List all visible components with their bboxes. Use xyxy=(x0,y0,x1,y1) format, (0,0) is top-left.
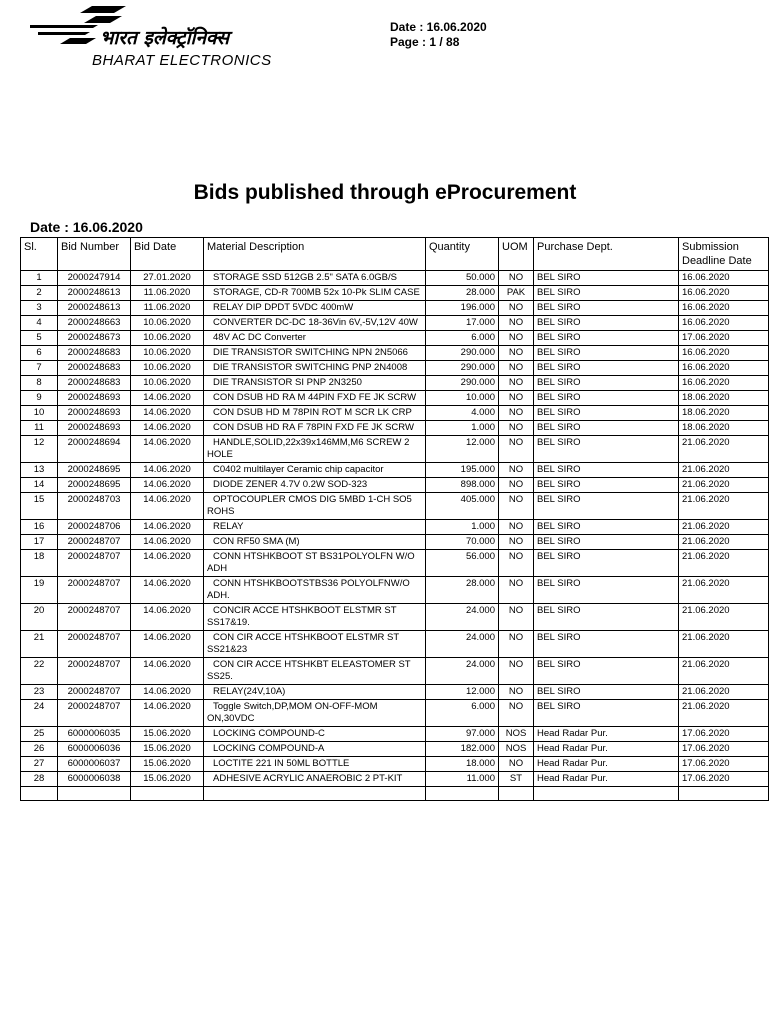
cell-description: HANDLE,SOLID,22x39x146MM,M6 SCREW 2 HOLE xyxy=(204,436,426,463)
cell-bid-date: 14.06.2020 xyxy=(131,436,204,463)
logo-hindi-text: भारत इलेक्ट्रॉनिक्स xyxy=(100,27,230,49)
cell-bid-date: 14.06.2020 xyxy=(131,550,204,577)
cell-purchase-dept: BEL SIRO xyxy=(534,685,679,700)
cell-bid-number: 2000248707 xyxy=(58,535,131,550)
empty-cell xyxy=(426,787,499,801)
cell-sl: 3 xyxy=(21,301,58,316)
cell-purchase-dept: BEL SIRO xyxy=(534,658,679,685)
cell-description: STORAGE SSD 512GB 2.5" SATA 6.0GB/S xyxy=(204,271,426,286)
cell-purchase-dept: Head Radar Pur. xyxy=(534,742,679,757)
cell-sl: 9 xyxy=(21,391,58,406)
table-row xyxy=(21,436,769,463)
cell-description: RELAY xyxy=(204,520,426,535)
cell-description: Toggle Switch,DP,MOM ON-OFF-MOM ON,30VDC xyxy=(204,700,426,727)
cell-quantity: 28.000 xyxy=(426,577,499,604)
cell-purchase-dept: BEL SIRO xyxy=(534,700,679,727)
cell-bid-date: 14.06.2020 xyxy=(131,421,204,436)
cell-bid-number: 2000248707 xyxy=(58,631,131,658)
cell-uom: NO xyxy=(499,631,534,658)
cell-bid-date: 15.06.2020 xyxy=(131,727,204,742)
cell-purchase-dept: BEL SIRO xyxy=(534,550,679,577)
cell-description: CONN HTSHKBOOTSTBS36 POLYOLFNW/O ADH. xyxy=(204,577,426,604)
col-header-material-description: Material Description xyxy=(204,238,426,271)
table-row xyxy=(21,535,769,550)
table-row xyxy=(21,742,769,757)
cell-sl: 22 xyxy=(21,658,58,685)
cell-deadline: 18.06.2020 xyxy=(679,391,769,406)
cell-deadline: 16.06.2020 xyxy=(679,301,769,316)
cell-quantity: 97.000 xyxy=(426,727,499,742)
cell-uom: NO xyxy=(499,463,534,478)
cell-purchase-dept: BEL SIRO xyxy=(534,301,679,316)
cell-uom: NO xyxy=(499,535,534,550)
cell-sl: 6 xyxy=(21,346,58,361)
cell-deadline: 21.06.2020 xyxy=(679,550,769,577)
cell-bid-number: 2000248703 xyxy=(58,493,131,520)
cell-bid-number: 2000248707 xyxy=(58,685,131,700)
cell-purchase-dept: BEL SIRO xyxy=(534,604,679,631)
cell-description: CON RF50 SMA (M) xyxy=(204,535,426,550)
cell-sl: 20 xyxy=(21,604,58,631)
cell-deadline: 21.06.2020 xyxy=(679,685,769,700)
empty-cell xyxy=(499,787,534,801)
cell-bid-date: 14.06.2020 xyxy=(131,493,204,520)
table-header-row xyxy=(21,238,769,271)
cell-description: CON DSUB HD M 78PIN ROT M SCR LK CRP xyxy=(204,406,426,421)
cell-bid-number: 2000248683 xyxy=(58,376,131,391)
cell-sl: 21 xyxy=(21,631,58,658)
cell-bid-number: 2000248695 xyxy=(58,478,131,493)
cell-purchase-dept: Head Radar Pur. xyxy=(534,772,679,787)
cell-sl: 23 xyxy=(21,685,58,700)
table-row xyxy=(21,604,769,631)
cell-quantity: 12.000 xyxy=(426,436,499,463)
cell-bid-date: 10.06.2020 xyxy=(131,361,204,376)
table-body xyxy=(21,271,769,801)
cell-bid-number: 2000248707 xyxy=(58,550,131,577)
cell-description: LOCTITE 221 IN 50ML BOTTLE xyxy=(204,757,426,772)
cell-description: CON DSUB HD RA M 44PIN FXD FE JK SCRW xyxy=(204,391,426,406)
page-title: Bids published through eProcurement xyxy=(193,181,577,204)
cell-purchase-dept: BEL SIRO xyxy=(534,535,679,550)
cell-sl: 18 xyxy=(21,550,58,577)
cell-purchase-dept: BEL SIRO xyxy=(534,271,679,286)
empty-cell xyxy=(58,787,131,801)
cell-bid-date: 15.06.2020 xyxy=(131,742,204,757)
empty-cell xyxy=(534,787,679,801)
cell-bid-number: 2000248663 xyxy=(58,316,131,331)
cell-bid-number: 2000248613 xyxy=(58,301,131,316)
cell-bid-number: 2000248613 xyxy=(58,286,131,301)
cell-bid-date: 14.06.2020 xyxy=(131,520,204,535)
cell-quantity: 1.000 xyxy=(426,520,499,535)
cell-bid-date: 10.06.2020 xyxy=(131,346,204,361)
cell-deadline: 18.06.2020 xyxy=(679,406,769,421)
cell-description: CON DSUB HD RA F 78PIN FXD FE JK SCRW xyxy=(204,421,426,436)
cell-bid-date: 14.06.2020 xyxy=(131,658,204,685)
table-row xyxy=(21,631,769,658)
cell-description: DIODE ZENER 4.7V 0.2W SOD-323 xyxy=(204,478,426,493)
table-row xyxy=(21,727,769,742)
cell-bid-number: 2000248707 xyxy=(58,700,131,727)
cell-bid-date: 10.06.2020 xyxy=(131,316,204,331)
cell-uom: NO xyxy=(499,685,534,700)
cell-sl: 16 xyxy=(21,520,58,535)
cell-sl: 7 xyxy=(21,361,58,376)
cell-deadline: 17.06.2020 xyxy=(679,742,769,757)
cell-quantity: 290.000 xyxy=(426,361,499,376)
cell-bid-number: 6000006037 xyxy=(58,757,131,772)
cell-purchase-dept: BEL SIRO xyxy=(534,463,679,478)
cell-deadline: 16.06.2020 xyxy=(679,316,769,331)
cell-purchase-dept: Head Radar Pur. xyxy=(534,727,679,742)
empty-cell xyxy=(21,787,58,801)
cell-deadline: 21.06.2020 xyxy=(679,520,769,535)
logo-english-text: BHARAT ELECTRONICS xyxy=(92,52,272,68)
empty-cell xyxy=(131,787,204,801)
cell-sl: 15 xyxy=(21,493,58,520)
cell-deadline: 16.06.2020 xyxy=(679,376,769,391)
cell-description: DIE TRANSISTOR SWITCHING NPN 2N5066 xyxy=(204,346,426,361)
cell-uom: NOS xyxy=(499,727,534,742)
cell-bid-date: 14.06.2020 xyxy=(131,478,204,493)
cell-description: DIE TRANSISTOR SI PNP 2N3250 xyxy=(204,376,426,391)
cell-sl: 11 xyxy=(21,421,58,436)
cell-deadline: 21.06.2020 xyxy=(679,658,769,685)
cell-sl: 25 xyxy=(21,727,58,742)
col-header-submission-deadline: Submission Deadline Date xyxy=(679,238,769,271)
cell-uom: NO xyxy=(499,757,534,772)
cell-purchase-dept: BEL SIRO xyxy=(534,361,679,376)
cell-quantity: 24.000 xyxy=(426,631,499,658)
cell-bid-number: 2000248695 xyxy=(58,463,131,478)
cell-deadline: 21.06.2020 xyxy=(679,604,769,631)
col-header-sl: Sl. xyxy=(21,238,58,271)
empty-cell xyxy=(204,787,426,801)
cell-uom: NO xyxy=(499,604,534,631)
cell-uom: NO xyxy=(499,577,534,604)
cell-purchase-dept: BEL SIRO xyxy=(534,331,679,346)
table-row xyxy=(21,463,769,478)
empty-cell xyxy=(679,787,769,801)
table-row xyxy=(21,520,769,535)
cell-sl: 8 xyxy=(21,376,58,391)
cell-bid-number: 2000248693 xyxy=(58,406,131,421)
col-header-uom: UOM xyxy=(499,238,534,271)
cell-quantity: 10.000 xyxy=(426,391,499,406)
cell-deadline: 17.06.2020 xyxy=(679,331,769,346)
cell-description: RELAY(24V,10A) xyxy=(204,685,426,700)
cell-quantity: 17.000 xyxy=(426,316,499,331)
table-row xyxy=(21,331,769,346)
cell-description: LOCKING COMPOUND-A xyxy=(204,742,426,757)
cell-quantity: 12.000 xyxy=(426,685,499,700)
cell-quantity: 28.000 xyxy=(426,286,499,301)
table-row xyxy=(21,700,769,727)
table-row xyxy=(21,376,769,391)
col-header-bid-number: Bid Number xyxy=(58,238,131,271)
cell-bid-number: 2000248706 xyxy=(58,520,131,535)
table-row xyxy=(21,391,769,406)
table-row xyxy=(21,421,769,436)
cell-bid-number: 6000006035 xyxy=(58,727,131,742)
empty-row xyxy=(21,787,769,801)
cell-quantity: 70.000 xyxy=(426,535,499,550)
cell-sl: 24 xyxy=(21,700,58,727)
cell-deadline: 21.06.2020 xyxy=(679,577,769,604)
table-row xyxy=(21,478,769,493)
cell-uom: NO xyxy=(499,700,534,727)
col-header-bid-date: Bid Date xyxy=(131,238,204,271)
header-meta xyxy=(390,20,487,50)
cell-purchase-dept: BEL SIRO xyxy=(534,436,679,463)
cell-quantity: 24.000 xyxy=(426,604,499,631)
table-row xyxy=(21,493,769,520)
cell-purchase-dept: BEL SIRO xyxy=(534,286,679,301)
cell-purchase-dept: BEL SIRO xyxy=(534,577,679,604)
cell-sl: 27 xyxy=(21,757,58,772)
cell-sl: 5 xyxy=(21,331,58,346)
cell-deadline: 17.06.2020 xyxy=(679,757,769,772)
cell-bid-date: 27.01.2020 xyxy=(131,271,204,286)
cell-quantity: 56.000 xyxy=(426,550,499,577)
cell-bid-date: 14.06.2020 xyxy=(131,463,204,478)
cell-sl: 10 xyxy=(21,406,58,421)
table-row xyxy=(21,361,769,376)
cell-uom: NO xyxy=(499,493,534,520)
cell-quantity: 196.000 xyxy=(426,301,499,316)
cell-uom: NO xyxy=(499,421,534,436)
cell-quantity: 24.000 xyxy=(426,658,499,685)
cell-description: LOCKING COMPOUND-C xyxy=(204,727,426,742)
cell-deadline: 16.06.2020 xyxy=(679,361,769,376)
col-header-quantity: Quantity xyxy=(426,238,499,271)
cell-description: CONCIR ACCE HTSHKBOOT ELSTMR ST SS17&19. xyxy=(204,604,426,631)
table-row xyxy=(21,577,769,604)
cell-uom: NO xyxy=(499,406,534,421)
cell-purchase-dept: BEL SIRO xyxy=(534,391,679,406)
table-row xyxy=(21,658,769,685)
cell-description: OPTOCOUPLER CMOS DIG 5MBD 1-CH SO5 ROHS xyxy=(204,493,426,520)
cell-description: C0402 multilayer Ceramic chip capacitor xyxy=(204,463,426,478)
bharat-electronics-logo xyxy=(30,6,340,68)
cell-description: DIE TRANSISTOR SWITCHING PNP 2N4008 xyxy=(204,361,426,376)
cell-description: STORAGE, CD-R 700MB 52x 10-Pk SLIM CASE xyxy=(204,286,426,301)
cell-description: RELAY DIP DPDT 5VDC 400mW xyxy=(204,301,426,316)
cell-sl: 19 xyxy=(21,577,58,604)
cell-bid-date: 14.06.2020 xyxy=(131,535,204,550)
cell-purchase-dept: BEL SIRO xyxy=(534,346,679,361)
cell-purchase-dept: BEL SIRO xyxy=(534,631,679,658)
cell-bid-number: 2000248693 xyxy=(58,391,131,406)
table-row xyxy=(21,271,769,286)
cell-deadline: 21.06.2020 xyxy=(679,631,769,658)
cell-purchase-dept: BEL SIRO xyxy=(534,376,679,391)
cell-deadline: 17.06.2020 xyxy=(679,727,769,742)
cell-bid-date: 10.06.2020 xyxy=(131,331,204,346)
cell-purchase-dept: Head Radar Pur. xyxy=(534,757,679,772)
cell-uom: NO xyxy=(499,391,534,406)
cell-bid-date: 14.06.2020 xyxy=(131,631,204,658)
cell-quantity: 898.000 xyxy=(426,478,499,493)
cell-bid-date: 15.06.2020 xyxy=(131,772,204,787)
cell-sl: 17 xyxy=(21,535,58,550)
col-header-purchase-dept: Purchase Dept. xyxy=(534,238,679,271)
cell-uom: NOS xyxy=(499,742,534,757)
cell-uom: ST xyxy=(499,772,534,787)
cell-bid-number: 2000248683 xyxy=(58,346,131,361)
cell-uom: NO xyxy=(499,331,534,346)
cell-deadline: 21.06.2020 xyxy=(679,535,769,550)
cell-bid-number: 2000248683 xyxy=(58,361,131,376)
cell-uom: NO xyxy=(499,520,534,535)
cell-bid-date: 14.06.2020 xyxy=(131,604,204,631)
cell-deadline: 21.06.2020 xyxy=(679,463,769,478)
cell-deadline: 21.06.2020 xyxy=(679,436,769,463)
cell-deadline: 18.06.2020 xyxy=(679,421,769,436)
table-row xyxy=(21,685,769,700)
cell-uom: NO xyxy=(499,478,534,493)
cell-sl: 12 xyxy=(21,436,58,463)
cell-description: CON CIR ACCE HTSHKBT ELEASTOMER ST SS25. xyxy=(204,658,426,685)
cell-bid-number: 2000248693 xyxy=(58,421,131,436)
bids-table xyxy=(20,237,769,801)
cell-purchase-dept: BEL SIRO xyxy=(534,406,679,421)
cell-uom: NO xyxy=(499,316,534,331)
cell-description: CONN HTSHKBOOT ST BS31POLYOLFN W/O ADH xyxy=(204,550,426,577)
cell-uom: NO xyxy=(499,376,534,391)
cell-quantity: 1.000 xyxy=(426,421,499,436)
cell-bid-number: 6000006036 xyxy=(58,742,131,757)
cell-sl: 26 xyxy=(21,742,58,757)
cell-uom: NO xyxy=(499,301,534,316)
cell-quantity: 50.000 xyxy=(426,271,499,286)
cell-bid-date: 15.06.2020 xyxy=(131,757,204,772)
cell-quantity: 195.000 xyxy=(426,463,499,478)
cell-deadline: 16.06.2020 xyxy=(679,286,769,301)
cell-quantity: 18.000 xyxy=(426,757,499,772)
page-indicator: Page : 1 / 88 xyxy=(390,35,460,49)
cell-uom: NO xyxy=(499,361,534,376)
cell-bid-number: 6000006038 xyxy=(58,772,131,787)
cell-bid-date: 11.06.2020 xyxy=(131,286,204,301)
cell-bid-date: 14.06.2020 xyxy=(131,577,204,604)
cell-deadline: 16.06.2020 xyxy=(679,346,769,361)
table-row xyxy=(21,316,769,331)
cell-quantity: 290.000 xyxy=(426,346,499,361)
cell-deadline: 21.06.2020 xyxy=(679,700,769,727)
cell-description: CONVERTER DC-DC 18-36Vin 6V,-5V,12V 40W xyxy=(204,316,426,331)
cell-purchase-dept: BEL SIRO xyxy=(534,316,679,331)
cell-deadline: 21.06.2020 xyxy=(679,493,769,520)
cell-quantity: 4.000 xyxy=(426,406,499,421)
cell-deadline: 21.06.2020 xyxy=(679,478,769,493)
cell-quantity: 182.000 xyxy=(426,742,499,757)
cell-bid-number: 2000247914 xyxy=(58,271,131,286)
cell-uom: NO xyxy=(499,550,534,577)
cell-quantity: 6.000 xyxy=(426,331,499,346)
cell-bid-date: 14.06.2020 xyxy=(131,391,204,406)
cell-description: CON CIR ACCE HTSHKBOOT ELSTMR ST SS21&23 xyxy=(204,631,426,658)
cell-bid-number: 2000248694 xyxy=(58,436,131,463)
cell-bid-number: 2000248707 xyxy=(58,658,131,685)
cell-purchase-dept: BEL SIRO xyxy=(534,493,679,520)
table-row xyxy=(21,550,769,577)
table-row xyxy=(21,757,769,772)
cell-purchase-dept: BEL SIRO xyxy=(534,421,679,436)
cell-quantity: 405.000 xyxy=(426,493,499,520)
table-row xyxy=(21,406,769,421)
cell-bid-date: 14.06.2020 xyxy=(131,700,204,727)
cell-sl: 28 xyxy=(21,772,58,787)
cell-bid-date: 10.06.2020 xyxy=(131,376,204,391)
cell-bid-number: 2000248707 xyxy=(58,577,131,604)
cell-description: ADHESIVE ACRYLIC ANAEROBIC 2 PT-KIT xyxy=(204,772,426,787)
cell-sl: 2 xyxy=(21,286,58,301)
cell-quantity: 11.000 xyxy=(426,772,499,787)
cell-bid-number: 2000248707 xyxy=(58,604,131,631)
table-row xyxy=(21,301,769,316)
cell-quantity: 6.000 xyxy=(426,700,499,727)
cell-uom: NO xyxy=(499,271,534,286)
cell-description: 48V AC DC Converter xyxy=(204,331,426,346)
cell-sl: 4 xyxy=(21,316,58,331)
cell-bid-date: 14.06.2020 xyxy=(131,406,204,421)
cell-sl: 1 xyxy=(21,271,58,286)
table-row xyxy=(21,286,769,301)
report-date: Date : 16.06.2020 xyxy=(30,219,143,235)
cell-deadline: 16.06.2020 xyxy=(679,271,769,286)
cell-sl: 14 xyxy=(21,478,58,493)
cell-bid-date: 14.06.2020 xyxy=(131,685,204,700)
cell-purchase-dept: BEL SIRO xyxy=(534,478,679,493)
cell-deadline: 17.06.2020 xyxy=(679,772,769,787)
cell-uom: NO xyxy=(499,658,534,685)
table-row xyxy=(21,772,769,787)
table-row xyxy=(21,346,769,361)
cell-uom: NO xyxy=(499,346,534,361)
cell-sl: 13 xyxy=(21,463,58,478)
header-date: Date : 16.06.2020 xyxy=(390,20,487,34)
cell-bid-date: 11.06.2020 xyxy=(131,301,204,316)
cell-uom: PAK xyxy=(499,286,534,301)
cell-quantity: 290.000 xyxy=(426,376,499,391)
cell-bid-number: 2000248673 xyxy=(58,331,131,346)
cell-purchase-dept: BEL SIRO xyxy=(534,520,679,535)
cell-uom: NO xyxy=(499,436,534,463)
